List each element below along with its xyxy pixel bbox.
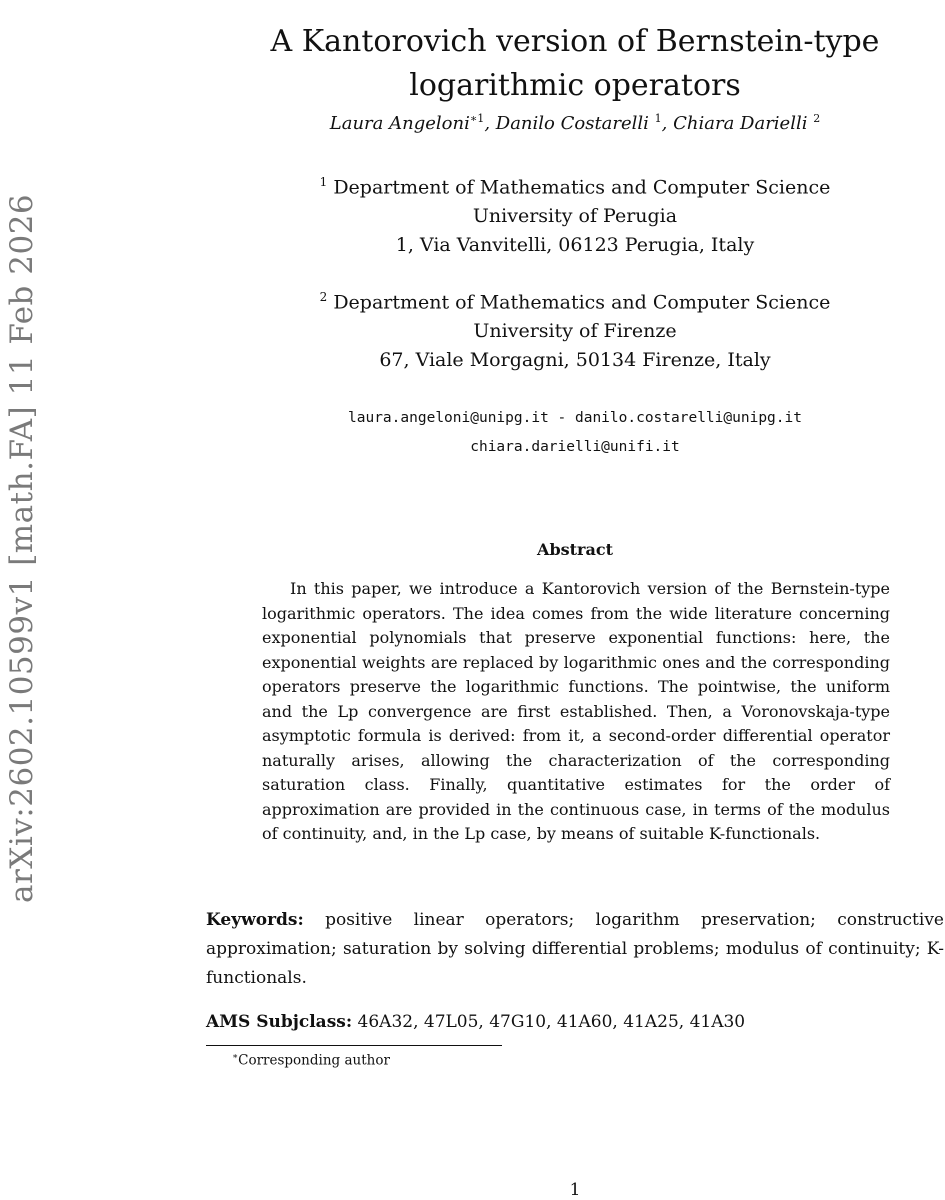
ams-text: 46A32, 47L05, 47G10, 41A60, 41A25, 41A30 (357, 1012, 746, 1032)
author-mark: 2 (813, 112, 821, 125)
paper-title: A Kantorovich version of Bernstein-type logarithmic operators (270, 24, 880, 104)
ams-subjclass-section (206, 1008, 944, 1036)
page-number: 1 (569, 1180, 581, 1200)
author-mark: ∗1 (469, 112, 485, 125)
footnote-mark: ∗ (232, 1052, 239, 1062)
abstract-body: In this paper, we introduce a Kantorovich version of the Bernstein-type logarithmic operators. The idea comes from the wide literature concerning exponential polynomials that preserve exponential functions: here, the exponential weights are replaced by logarithmic ones and the corresponding operators preserve the logarithmic functions. The pointwise, the uniform and the Lp convergence are first established. Then, a Voronovskaja-type asymptotic formula is derived: from it, a second-order differential operator naturally arises, allowing the characterization of the corresponding saturation class. Finally, quantitative estimates for the order of approximation are provided in the continuous case, in terms of the modulus of continuity, and, in the Lp case, by means of suitable K-functionals. (262, 579, 890, 843)
keywords-label: Keywords: (206, 910, 304, 930)
affiliation-line: $^2$ Department of Mathematics and Computer Science (319, 290, 831, 314)
footnote (232, 1052, 390, 1069)
email-line: laura.angeloni@unipg.it - danilo.costarelli@unipg.it (348, 410, 802, 426)
ams-label: AMS Subjclass: (206, 1012, 353, 1032)
author-name: Laura Angeloni (329, 113, 470, 134)
affiliation-line: $^1$ Department of Mathematics and Computer Science (319, 175, 831, 199)
keywords-section (206, 906, 944, 993)
footnote-rule (206, 1045, 502, 1046)
email-line: chiara.darielli@unifi.it (470, 439, 680, 455)
affiliation-mark: 1 (319, 175, 328, 189)
affiliation-1 (250, 168, 900, 260)
affiliation-line: University of Perugia (472, 205, 678, 228)
author-list: Laura Angeloni$^{∗1}$, Danilo Costarelli $^1$, Chiara Darielli $^2$ (329, 112, 821, 134)
author-name: Chiara Darielli (673, 113, 808, 134)
affiliation-line: 67, Viale Morgagni, 50134 Firenze, Italy (379, 349, 771, 372)
affiliation-mark: 2 (319, 290, 328, 304)
arxiv-id-text: arXiv:2602.10599v1 [math.FA] 11 Feb 2026 (4, 193, 40, 903)
abstract-heading: Abstract (537, 540, 613, 559)
affiliation-line: 1, Via Vanvitelli, 06123 Perugia, Italy (395, 234, 755, 257)
author-emails (240, 404, 910, 462)
affiliation-2 (250, 283, 900, 375)
keywords-text: positive linear operators; logarithm preservation; constructive approximation; saturation by solving differential problems; modulus of continuity; K-functionals. (206, 910, 944, 988)
affiliation-line: University of Firenze (473, 320, 677, 343)
author-mark: 1 (654, 112, 662, 125)
author-name: Danilo Costarelli (495, 113, 649, 134)
footnote-text: Corresponding author (238, 1052, 390, 1069)
